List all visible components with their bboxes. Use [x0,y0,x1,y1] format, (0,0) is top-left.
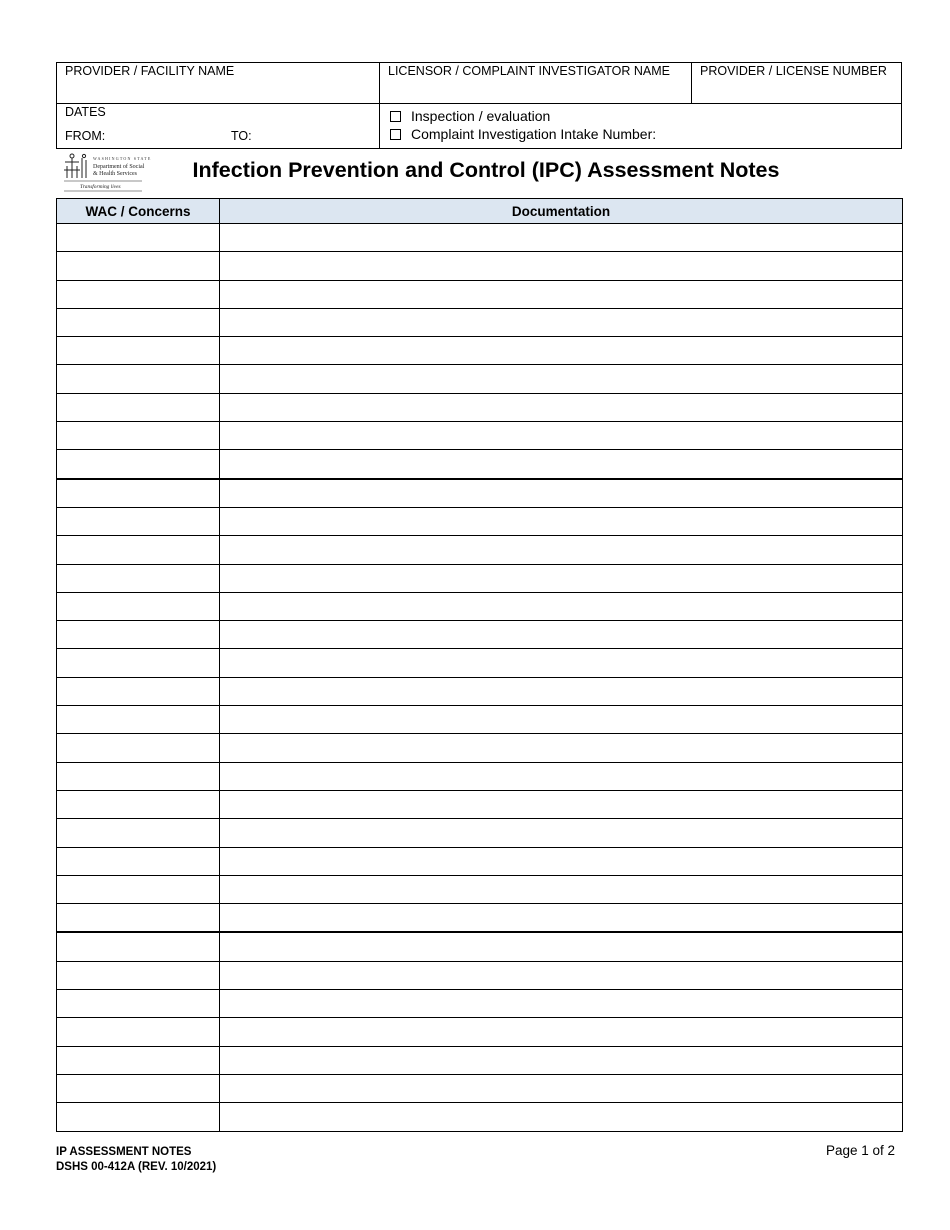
logo-dept-line1: Department of Social [93,164,145,170]
documentation-cell[interactable] [220,536,903,564]
documentation-cell[interactable] [220,592,903,620]
wac-concerns-cell[interactable] [57,677,220,705]
documentation-cell[interactable] [220,1046,903,1074]
table-row [57,961,903,989]
wac-concerns-cell[interactable] [57,990,220,1018]
documentation-cell[interactable] [220,507,903,535]
table-row [57,734,903,762]
documentation-cell[interactable] [220,365,903,393]
wac-concerns-cell[interactable] [57,932,220,961]
table-row [57,252,903,280]
wac-concerns-cell[interactable] [57,479,220,508]
wac-concerns-cell[interactable] [57,337,220,365]
wac-concerns-cell[interactable] [57,819,220,847]
table-row [57,564,903,592]
table-row [57,904,903,933]
table-row [57,621,903,649]
table-row [57,932,903,961]
from-label: FROM: [65,129,106,143]
wac-concerns-cell[interactable] [57,365,220,393]
dshs-logo [62,152,152,194]
wac-concerns-cell[interactable] [57,706,220,734]
table-row [57,280,903,308]
documentation-cell[interactable] [220,762,903,790]
wac-concerns-cell[interactable] [57,961,220,989]
table-row [57,1103,903,1131]
documentation-cell[interactable] [220,308,903,336]
table-row [57,706,903,734]
complaint-checkbox-row[interactable] [390,126,656,142]
table-row [57,875,903,903]
table-row [57,365,903,393]
table-row [57,990,903,1018]
documentation-cell[interactable] [220,280,903,308]
logo-state-text: WASHINGTON STATE [93,156,152,161]
dshs-emblem-icon [64,154,86,178]
wac-concerns-cell[interactable] [57,393,220,421]
header-divider-horizontal [57,103,901,104]
documentation-cell[interactable] [220,734,903,762]
table-row [57,847,903,875]
documentation-cell[interactable] [220,564,903,592]
wac-concerns-cell[interactable] [57,1018,220,1046]
to-label: TO: [231,129,252,143]
logo-dept-line2: & Health Services [93,171,137,177]
header-divider-vertical-1 [379,63,380,148]
provider-facility-name-label: PROVIDER / FACILITY NAME [65,64,235,78]
documentation-cell[interactable] [220,252,903,280]
wac-concerns-cell[interactable] [57,280,220,308]
table-row [57,224,903,252]
header-grid [56,62,902,149]
documentation-cell[interactable] [220,1018,903,1046]
table-row [57,393,903,421]
page-title: Infection Prevention and Control (IPC) Assessment Notes [192,158,780,182]
documentation-cell[interactable] [220,621,903,649]
documentation-cell[interactable] [220,875,903,903]
wac-concerns-cell[interactable] [57,649,220,677]
wac-concerns-cell[interactable] [57,1103,220,1131]
documentation-cell[interactable] [220,450,903,479]
table-row [57,1074,903,1102]
wac-concerns-cell[interactable] [57,592,220,620]
header-divider-vertical-2 [691,63,692,103]
table-row [57,649,903,677]
wac-concerns-cell[interactable] [57,536,220,564]
wac-concerns-cell[interactable] [57,790,220,818]
documentation-cell[interactable] [220,224,903,252]
table-row [57,337,903,365]
documentation-cell[interactable] [220,1103,903,1131]
table-header-row [57,199,903,224]
documentation-cell[interactable] [220,790,903,818]
wac-concerns-header: WAC / Concerns [57,199,220,224]
table-row [57,1018,903,1046]
documentation-cell[interactable] [220,706,903,734]
assessment-notes-table [56,198,903,1132]
inspection-checkbox[interactable] [390,111,401,122]
table-row [57,308,903,336]
wac-concerns-cell[interactable] [57,1074,220,1102]
table-row [57,592,903,620]
wac-concerns-cell[interactable] [57,875,220,903]
wac-concerns-cell[interactable] [57,564,220,592]
inspection-checkbox-row[interactable] [390,108,550,124]
documentation-cell[interactable] [220,847,903,875]
complaint-checkbox-label: Complaint Investigation Intake Number: [411,126,657,142]
table-row [57,536,903,564]
documentation-cell[interactable] [220,677,903,705]
wac-concerns-cell[interactable] [57,308,220,336]
wac-concerns-cell[interactable] [57,1046,220,1074]
wac-concerns-cell[interactable] [57,252,220,280]
table-row [57,450,903,479]
license-number-label: PROVIDER / LICENSE NUMBER [700,64,887,78]
licensor-name-label: LICENSOR / COMPLAINT INVESTIGATOR NAME [388,64,670,78]
documentation-cell[interactable] [220,649,903,677]
inspection-checkbox-label: Inspection / evaluation [411,108,551,124]
documentation-cell[interactable] [220,337,903,365]
table-row [57,422,903,450]
documentation-cell[interactable] [220,904,903,933]
documentation-cell[interactable] [220,932,903,961]
table-row [57,790,903,818]
wac-concerns-cell[interactable] [57,224,220,252]
wac-concerns-cell[interactable] [57,762,220,790]
wac-concerns-cell[interactable] [57,507,220,535]
footer-page-number: Page 1 of 2 [825,1143,895,1158]
wac-concerns-cell[interactable] [57,450,220,479]
wac-concerns-cell[interactable] [57,734,220,762]
footer-form-info [56,1145,216,1175]
documentation-cell[interactable] [220,819,903,847]
documentation-cell[interactable] [220,422,903,450]
table-row [57,1046,903,1074]
dates-label: DATES [65,105,106,119]
complaint-checkbox[interactable] [390,129,401,140]
table-row [57,507,903,535]
documentation-cell[interactable] [220,990,903,1018]
wac-concerns-cell[interactable] [57,847,220,875]
wac-concerns-cell[interactable] [57,621,220,649]
table-row [57,819,903,847]
logo-tagline: Transforming lives [80,184,121,190]
documentation-cell[interactable] [220,393,903,421]
table-row [57,479,903,508]
documentation-header: Documentation [220,199,903,224]
table-body [57,224,903,1132]
footer-form-name: IP ASSESSMENT NOTES [56,1146,192,1158]
documentation-cell[interactable] [220,961,903,989]
wac-concerns-cell[interactable] [57,904,220,933]
documentation-cell[interactable] [220,1074,903,1102]
table-row [57,677,903,705]
table-row [57,762,903,790]
footer-form-number: DSHS 00-412A (REV. 10/2021) [56,1161,217,1173]
documentation-cell[interactable] [220,479,903,508]
wac-concerns-cell[interactable] [57,422,220,450]
